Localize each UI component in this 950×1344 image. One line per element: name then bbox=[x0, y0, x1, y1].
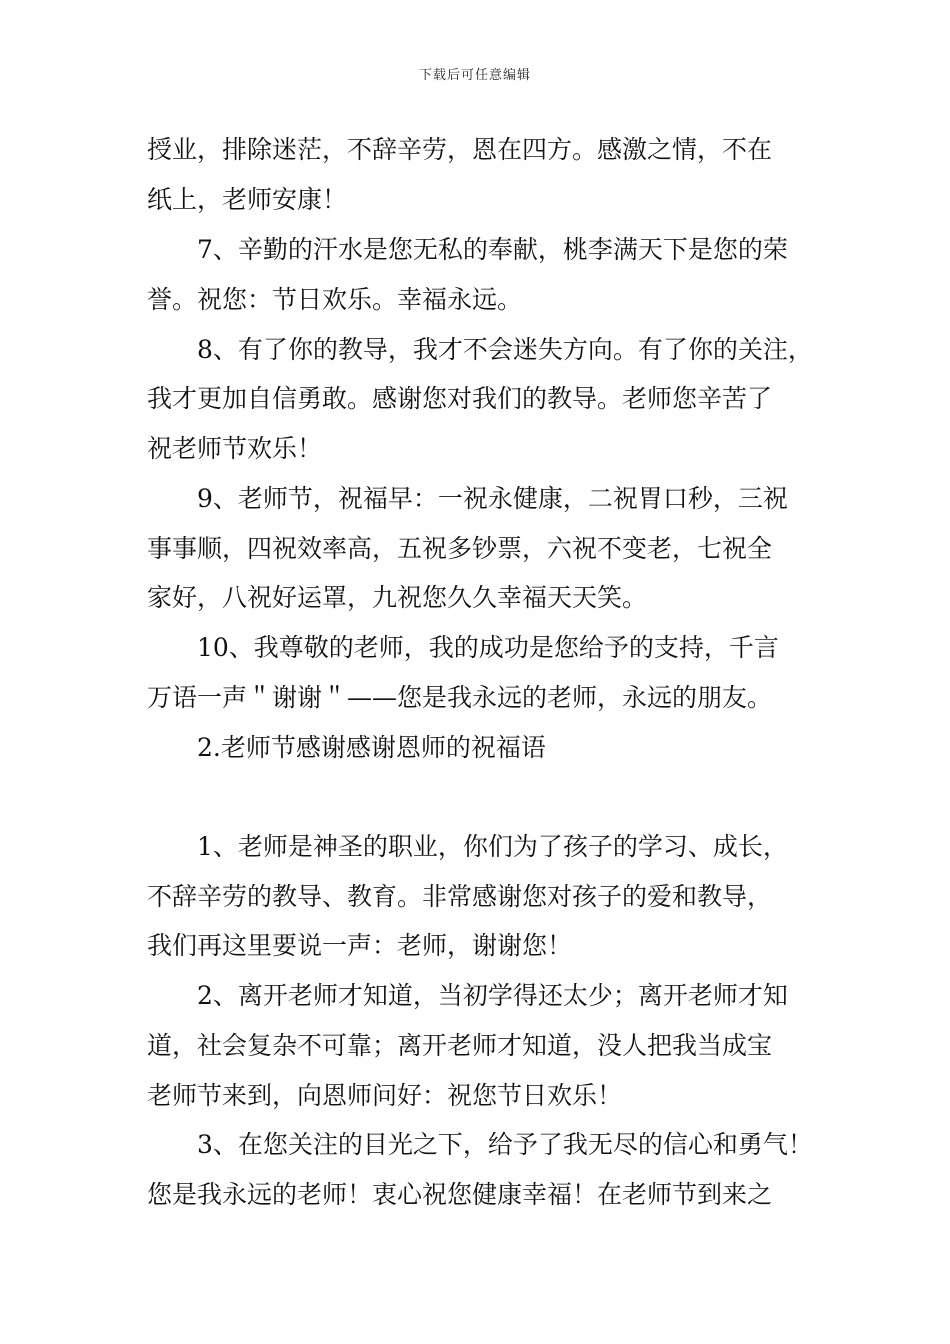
text-line: 您是我永远的老师！衷心祝您健康幸福！在老师节到来之 bbox=[147, 1180, 773, 1209]
text-line: 9、老师节，祝福早：一祝永健康，二祝胃口秒，三祝 bbox=[197, 484, 788, 513]
section-heading: 2.老师节感谢感谢恩师的祝福语 bbox=[197, 733, 546, 762]
text-line: 道，社会复杂不可靠；离开老师才知道，没人把我当成宝 bbox=[147, 1031, 773, 1060]
text-line: 万语一声＂谢谢＂——您是我永远的老师，永远的朋友。 bbox=[147, 683, 773, 712]
text-line: 7、辛勤的汗水是您无私的奉献，桃李满天下是您的荣 bbox=[197, 235, 788, 264]
text-line: 我才更加自信勇敢。感谢您对我们的教导。老师您辛苦了 bbox=[147, 384, 773, 413]
text-line: 8、有了你的教导，我才不会迷失方向。有了你的关注， bbox=[197, 335, 813, 364]
text-line: 事事顺，四祝效率高，五祝多钞票，六祝不变老，七祝全 bbox=[147, 534, 773, 563]
text-line: 家好，八祝好运罩，九祝您久久幸福天天笑。 bbox=[147, 583, 648, 612]
text-line: 10、我尊敬的老师，我的成功是您给予的支持，千言 bbox=[197, 633, 779, 662]
text-line: 祝老师节欢乐！ bbox=[147, 434, 323, 463]
text-line: 老师节来到，向恩师问好：祝您节日欢乐！ bbox=[147, 1081, 623, 1110]
text-line: 2、离开老师才知道，当初学得还太少；离开老师才知 bbox=[197, 981, 788, 1010]
text-line: 不辞辛劳的教导、教育。非常感谢您对孩子的爱和教导， bbox=[147, 882, 773, 911]
text-line: 我们再这里要说一声：老师，谢谢您！ bbox=[147, 931, 573, 960]
page-header: 下载后可任意编辑 bbox=[418, 68, 531, 83]
text-line: 3、在您关注的目光之下，给予了我无尽的信心和勇气！ bbox=[197, 1130, 813, 1159]
text-line: 纸上，老师安康！ bbox=[147, 185, 348, 214]
text-line: 誉。祝您：节日欢乐。幸福永远。 bbox=[147, 285, 523, 314]
text-line: 授业，排除迷茫，不辞辛劳，恩在四方。感激之情，不在 bbox=[147, 135, 773, 164]
text-line: 1、老师是神圣的职业，你们为了孩子的学习、成长， bbox=[197, 832, 788, 861]
